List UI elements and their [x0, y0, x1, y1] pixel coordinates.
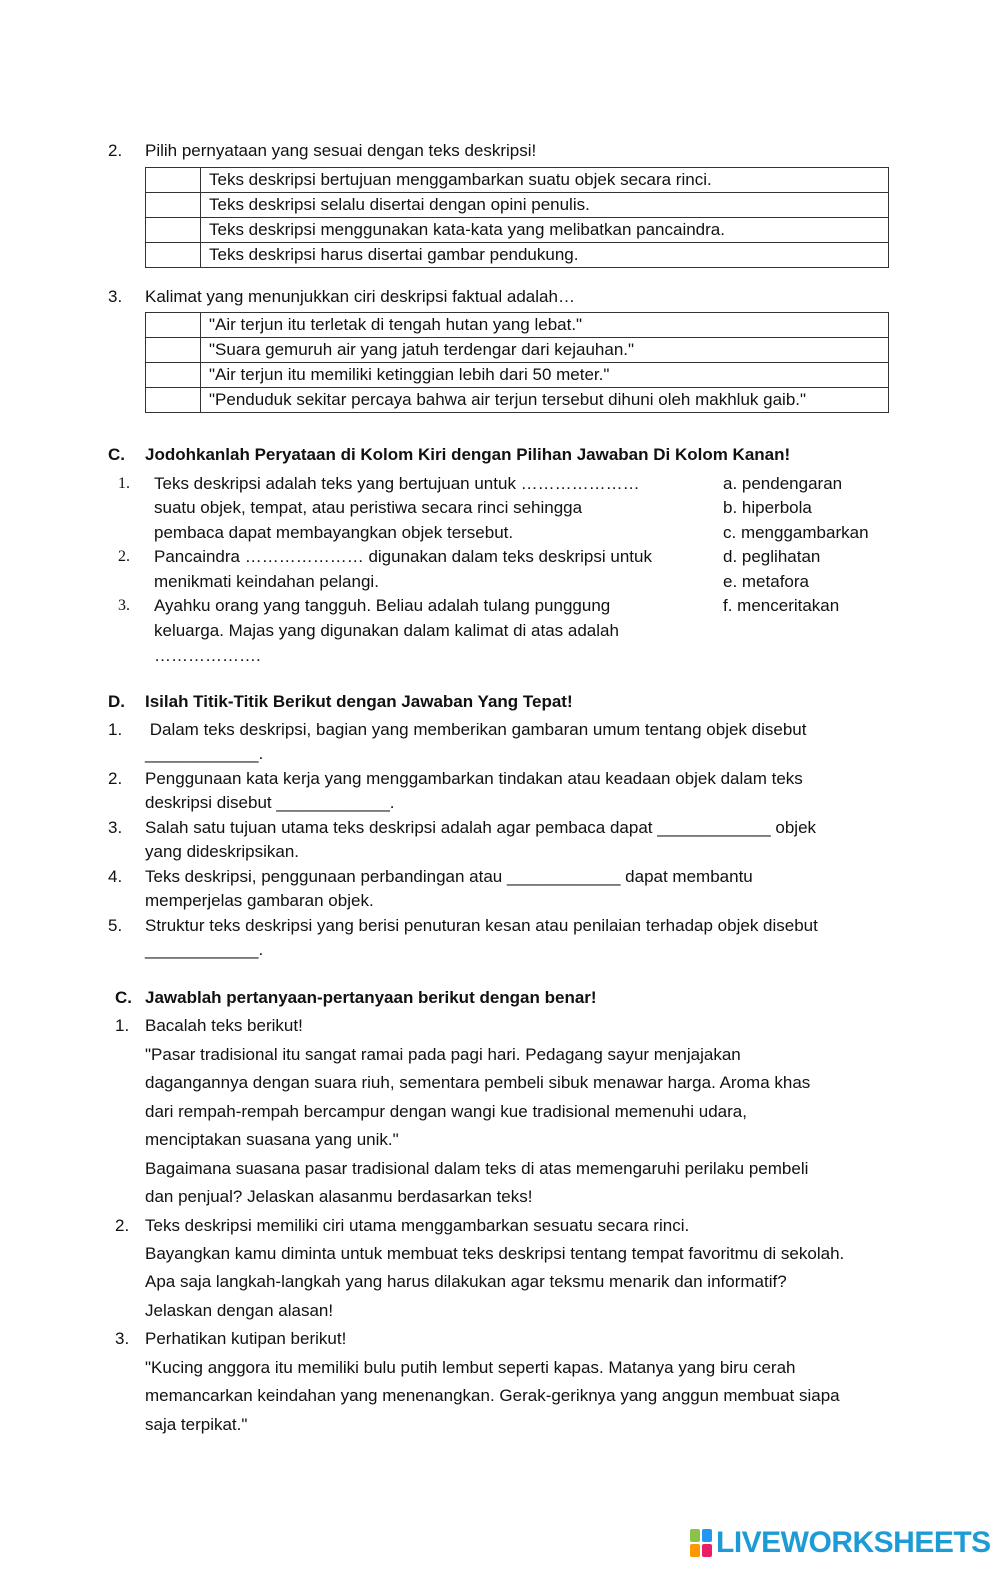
essay-line: Jelaskan dengan alasan!: [145, 1301, 334, 1320]
match-answer[interactable]: e. metafora: [723, 572, 809, 591]
fill-item-line: memperjelas gambaran objek.: [145, 891, 374, 910]
option-row[interactable]: [146, 388, 889, 413]
essay-item-number: 2.: [115, 1216, 130, 1235]
checkbox-cell[interactable]: [146, 338, 201, 363]
checkbox-cell[interactable]: [146, 168, 201, 193]
match-item-number: 3.: [118, 597, 130, 614]
essay-line: dan penjual? Jelaskan alasanmu berdasarkan teks!: [145, 1187, 533, 1206]
section-title: Isilah Titik-Titik Berikut dengan Jawaban Yang Tepat!: [145, 692, 573, 711]
fill-item-number: 4.: [108, 867, 123, 886]
fill-blank[interactable]: ____________.: [145, 940, 264, 959]
match-item-line: Ayahku orang yang tangguh. Beliau adalah tulang punggung: [154, 596, 611, 615]
checkbox-cell[interactable]: [146, 243, 201, 268]
option-row[interactable]: [146, 338, 889, 363]
essay-item-number: 3.: [115, 1329, 130, 1348]
essay-line: menciptakan suasana yang unik.": [145, 1130, 399, 1149]
fill-item-line[interactable]: Salah satu tujuan utama teks deskripsi adalah agar pembaca dapat ____________ objek: [145, 818, 817, 837]
checkbox-cell[interactable]: [146, 218, 201, 243]
checkbox-cell[interactable]: [146, 388, 201, 413]
match-item-number: 1.: [118, 475, 130, 492]
checkbox-cell[interactable]: [146, 363, 201, 388]
section-title: Jawablah pertanyaan-pertanyaan berikut dengan benar!: [145, 988, 597, 1007]
essay-line: Bacalah teks berikut!: [145, 1016, 303, 1035]
fill-blank[interactable]: ____________.: [145, 744, 264, 763]
match-item-line: menikmati keindahan pelangi.: [154, 572, 379, 591]
fill-item-line[interactable]: Teks deskripsi, penggunaan perbandingan atau ____________ dapat membantu: [145, 867, 753, 886]
question-prompt: Kalimat yang menunjukkan ciri deskripsi faktual adalah…: [145, 287, 575, 306]
option-text: Teks deskripsi bertujuan menggambarkan suatu objek secara rinci.: [201, 168, 889, 193]
option-text: "Penduduk sekitar percaya bahwa air terjun tersebut dihuni oleh makhluk gaib.": [201, 388, 889, 413]
section-title: Jodohkanlah Peryataan di Kolom Kiri dengan Pilihan Jawaban Di Kolom Kanan!: [145, 445, 791, 464]
fill-item-number: 5.: [108, 916, 123, 935]
fill-item-line: Dalam teks deskripsi, bagian yang memberikan gambaran umum tentang objek disebut: [145, 720, 807, 739]
match-answer[interactable]: c. menggambarkan: [723, 523, 869, 542]
section-letter: D.: [108, 692, 125, 711]
option-text: Teks deskripsi selalu disertai dengan opini penulis.: [201, 193, 889, 218]
match-answer[interactable]: a. pendengaran: [723, 474, 843, 493]
options-table-q2: [145, 167, 889, 268]
option-row[interactable]: [146, 218, 889, 243]
option-row[interactable]: [146, 363, 889, 388]
match-item-line: ……………….: [154, 646, 261, 665]
liveworksheets-logo[interactable]: [690, 1527, 991, 1559]
essay-line: saja terpikat.": [145, 1415, 248, 1434]
match-answer[interactable]: f. menceritakan: [723, 596, 840, 615]
essay-line: Perhatikan kutipan berikut!: [145, 1329, 347, 1348]
fill-item-number: 2.: [108, 769, 123, 788]
match-answer[interactable]: b. hiperbola: [723, 498, 812, 517]
fill-item-line: yang dideskripsikan.: [145, 842, 300, 861]
option-row[interactable]: [146, 313, 889, 338]
essay-line: dagangannya dengan suara riuh, sementara pembeli sibuk menawar harga. Aroma khas: [145, 1073, 811, 1092]
option-text: Teks deskripsi menggunakan kata-kata yang melibatkan pancaindra.: [201, 218, 889, 243]
essay-line: Bagaimana suasana pasar tradisional dalam teks di atas memengaruhi perilaku pembeli: [145, 1159, 809, 1178]
fill-item-line: Penggunaan kata kerja yang menggambarkan tindakan atau keadaan objek dalam teks: [145, 769, 803, 788]
essay-line: Bayangkan kamu diminta untuk membuat teks deskripsi tentang tempat favoritmu di sekolah.: [145, 1244, 845, 1263]
essay-line: Teks deskripsi memiliki ciri utama menggambarkan sesuatu secara rinci.: [145, 1216, 690, 1235]
match-item-line: Pancaindra ………………… digunakan dalam teks deskripsi untuk: [154, 547, 652, 566]
fill-item-line[interactable]: deskripsi disebut ____________.: [145, 793, 395, 812]
fill-item-line: Struktur teks deskripsi yang berisi penuturan kesan atau penilaian terhadap objek disebut: [145, 916, 818, 935]
option-text: "Suara gemuruh air yang jatuh terdengar dari kejauhan.": [201, 338, 889, 363]
essay-line: dari rempah-rempah bercampur dengan wangi kue tradisional memenuhi udara,: [145, 1102, 747, 1121]
option-row[interactable]: [146, 193, 889, 218]
checkbox-cell[interactable]: [146, 313, 201, 338]
match-item-line: keluarga. Majas yang digunakan dalam kalimat di atas adalah: [154, 621, 619, 640]
essay-line: memancarkan keindahan yang menenangkan. Gerak-geriknya yang anggun membuat siapa: [145, 1386, 840, 1405]
essay-line: "Pasar tradisional itu sangat ramai pada pagi hari. Pedagang sayur menjajakan: [145, 1045, 741, 1064]
essay-line: "Kucing anggora itu memiliki bulu putih lembut seperti kapas. Matanya yang biru cerah: [145, 1358, 796, 1377]
fill-item-number: 1.: [108, 720, 123, 739]
match-item-line: pembaca dapat membayangkan objek tersebut.: [154, 523, 514, 542]
question-prompt: Pilih pernyataan yang sesuai dengan teks deskripsi!: [145, 141, 537, 160]
fill-item-number: 3.: [108, 818, 123, 837]
match-answer[interactable]: d. peglihatan: [723, 547, 821, 566]
section-letter: C.: [115, 988, 132, 1007]
option-row[interactable]: [146, 168, 889, 193]
logo-text: LIVEWORKSHEETS: [716, 1526, 991, 1559]
essay-line: Apa saja langkah-langkah yang harus dilakukan agar teksmu menarik dan informatif?: [145, 1272, 787, 1291]
option-text: "Air terjun itu memiliki ketinggian lebih dari 50 meter.": [201, 363, 889, 388]
option-row[interactable]: [146, 243, 889, 268]
match-item-number: 2.: [118, 548, 130, 565]
option-text: Teks deskripsi harus disertai gambar pendukung.: [201, 243, 889, 268]
question-number: 2.: [108, 141, 123, 160]
logo-icon: [690, 1529, 712, 1557]
essay-item-number: 1.: [115, 1016, 130, 1035]
options-table-q3: [145, 312, 889, 413]
checkbox-cell[interactable]: [146, 193, 201, 218]
option-text: "Air terjun itu terletak di tengah hutan yang lebat.": [201, 313, 889, 338]
match-item-line: suatu objek, tempat, atau peristiwa secara rinci sehingga: [154, 498, 583, 517]
match-item-line: Teks deskripsi adalah teks yang bertujuan untuk …………………: [154, 474, 640, 493]
section-letter: C.: [108, 445, 125, 464]
question-number: 3.: [108, 287, 123, 306]
